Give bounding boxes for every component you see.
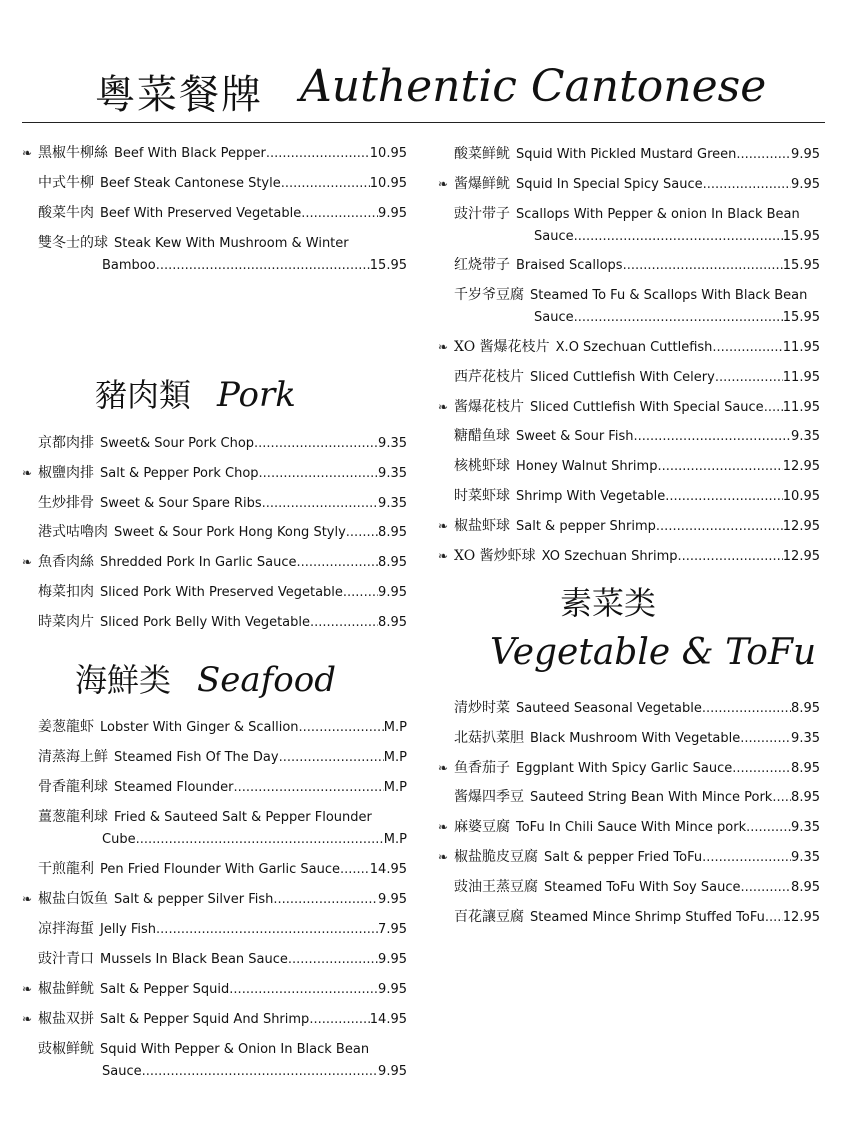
item-name-en: Beef With Preserved Vegetable [100, 206, 302, 221]
item-name-cn: 港式咕嚕肉 [38, 524, 108, 541]
dot-leader [740, 877, 791, 899]
item-price: 8.95 [791, 790, 820, 806]
dot-leader [281, 173, 370, 195]
dot-leader [259, 463, 379, 485]
pork-title-cn: 豬肉類 [95, 376, 192, 414]
menu-item [22, 142, 407, 165]
item-name-en: Honey Walnut Shrimp [516, 459, 658, 475]
item-price: 9.35 [791, 730, 820, 746]
item-name-en: Steamed Flounder [114, 780, 234, 795]
dot-leader [340, 859, 370, 881]
menu-item [438, 816, 820, 839]
item-price: 9.35 [791, 429, 820, 445]
item-name-en: Steamed Fish Of The Day [114, 750, 279, 765]
chili-pepper-icon: ❧ [22, 465, 33, 480]
item-price: 9.35 [378, 436, 407, 451]
dot-leader [310, 612, 378, 634]
item-name-cn: 椒盐脆皮豆腐 [454, 849, 538, 865]
item-price: 15.95 [782, 258, 820, 274]
item-price: 9.35 [791, 820, 820, 836]
item-price: 8.95 [791, 760, 820, 776]
menu-item [22, 492, 407, 515]
item-name-cn: 清炒时菜 [454, 700, 510, 716]
chili-pepper-icon: ❧ [22, 892, 33, 906]
menu-item [438, 425, 820, 448]
item-name-cn: 干煎龍利 [38, 861, 94, 877]
menu-item [22, 918, 407, 941]
item-name-cn: 豉汁青口 [38, 951, 94, 967]
menu-item [438, 203, 820, 248]
menu-header [0, 55, 850, 125]
item-price: 9.35 [378, 495, 407, 511]
item-name-en-cont: Bamboo [102, 258, 156, 273]
dot-leader [657, 456, 782, 478]
menu-item [22, 948, 407, 971]
item-price: 12.95 [782, 518, 820, 534]
header-divider [22, 122, 825, 123]
item-name-cn: 百花讓豆腐 [454, 908, 524, 925]
item-name-cn: XO 酱爆花枝片 [454, 339, 550, 355]
dot-leader [633, 426, 791, 448]
item-name-en: Sliced Pork Belly With Vegetable [100, 614, 311, 630]
item-name-cn: 清蒸海上鲜 [38, 749, 108, 765]
item-price: 9.35 [378, 465, 407, 481]
item-name-cn: 糖醋鱼球 [454, 428, 510, 445]
item-name-en-cont: Sauce [534, 310, 574, 326]
chili-pepper-icon: ❧ [438, 518, 449, 533]
item-name-cn: 生炒排骨 [38, 494, 94, 511]
item-name-cn: 核桃虾球 [454, 458, 510, 475]
item-name-en: Sauteed String Bean With Mince Pork [530, 790, 773, 806]
dot-leader [309, 1009, 369, 1031]
item-name-en: Steamed ToFu With Soy Sauce [544, 879, 741, 895]
item-name-cn: 魚香肉絲 [38, 554, 94, 571]
dot-leader [623, 255, 783, 277]
item-name-cn: 京都肉排 [38, 435, 94, 451]
seafood-title-cn: 海鮮类 [75, 661, 172, 699]
item-name-en: Salt & Pepper Squid And Shrimp [100, 1012, 310, 1027]
item-name-en: Salt & pepper Fried ToFu [544, 850, 703, 865]
item-price: 12.95 [782, 459, 820, 475]
dot-leader [346, 522, 378, 544]
menu-item [438, 143, 820, 166]
chili-pepper-icon: ❧ [22, 146, 33, 160]
item-name-cn: 豉油王蒸豆腐 [454, 878, 538, 895]
item-name-cn: XO 酱炒虾球 [454, 547, 536, 564]
item-price: 12.95 [782, 548, 820, 564]
item-name-en: Lobster With Ginger & Scallion [100, 720, 299, 735]
item-name-cn: 西芹花枝片 [454, 368, 524, 385]
item-price: M.P [383, 832, 407, 847]
item-name-en: Scallops With Pepper & onion In Black Bean [516, 206, 800, 222]
dot-leader [715, 367, 783, 389]
item-price: 15.95 [782, 228, 820, 244]
item-name-en: Pen Fried Flounder With Garlic Sauce [100, 862, 341, 877]
item-name-en: Fried & Sauteed Salt & Pepper Flounder [114, 810, 372, 825]
item-name-cn: 北菇扒菜胆 [454, 729, 524, 746]
item-name-en: Eggplant With Spicy Garlic Sauce [516, 760, 733, 776]
item-name-en: Squid With Pickled Mustard Green [516, 147, 737, 162]
item-price: 11.95 [782, 340, 820, 355]
item-price: 9.95 [378, 952, 407, 967]
item-price: 9.95 [378, 982, 407, 997]
dot-leader [702, 698, 791, 720]
menu-item [22, 551, 407, 574]
item-price: 10.95 [369, 176, 407, 191]
item-name-en: XO Szechuan Shrimp [541, 548, 678, 564]
item-price: 12.95 [782, 909, 820, 925]
dot-leader [229, 979, 378, 1001]
item-name-en: Sweet & Sour Pork Hong Kong Styly [114, 525, 346, 541]
item-name-en: Mussels In Black Bean Sauce [100, 952, 288, 967]
item-name-en: Sweet & Sour Spare Ribs [100, 495, 262, 511]
dot-leader [732, 758, 791, 780]
dot-leader [736, 144, 791, 166]
item-name-en: Sliced Cuttlefish With Celery [530, 369, 715, 385]
item-name-cn: 薑葱龍利球 [38, 809, 108, 825]
menu-item [438, 876, 820, 899]
menu-item [22, 776, 407, 799]
item-price: 8.95 [378, 525, 407, 541]
item-name-en: Squid With Pepper & Onion In Black Bean [100, 1042, 370, 1057]
menu-item [438, 455, 820, 478]
menu-item [22, 1008, 407, 1031]
item-name-cn: 椒盐双拼 [38, 1011, 94, 1027]
item-name-cn: 酱爆花枝片 [454, 398, 524, 415]
item-name-cn: 椒盐白饭鱼 [38, 891, 108, 907]
item-name-en: Steamed To Fu & Scallops With Black Bean [530, 288, 808, 304]
item-price: 9.95 [378, 1064, 407, 1079]
item-price: 9.35 [791, 850, 820, 865]
item-name-en: Salt & pepper Shrimp [516, 518, 656, 534]
menu-item [22, 888, 407, 911]
item-name-en: Shrimp With Vegetable [516, 489, 666, 504]
menu-item [438, 846, 820, 869]
item-name-en: Jelly Fish [100, 922, 157, 937]
dot-leader [656, 516, 783, 538]
item-name-cn: 椒盐鲜鱿 [38, 981, 94, 997]
menu-item [22, 806, 407, 851]
item-name-cn: 豉汁带子 [454, 205, 510, 222]
chili-pepper-icon: ❧ [22, 1012, 33, 1026]
item-price: M.P [383, 720, 407, 735]
item-name-en-cont: Cube [102, 832, 136, 847]
menu-item [438, 545, 820, 568]
item-name-en: Squid In Special Spicy Sauce [516, 176, 703, 192]
item-name-en: Salt & Pepper Squid [100, 982, 230, 997]
dot-leader [678, 546, 783, 568]
menu-item [22, 746, 407, 769]
menu-item [22, 172, 407, 195]
item-name-en: Shredded Pork In Garlic Sauce [100, 555, 297, 571]
dot-leader [702, 847, 791, 869]
dot-leader [296, 552, 378, 574]
item-name-cn: 椒盐虾球 [454, 517, 510, 534]
dot-leader [142, 1061, 378, 1083]
chili-pepper-icon: ❧ [438, 760, 449, 775]
veg-title-cn: 素菜类 [560, 584, 657, 622]
item-price: M.P [383, 750, 407, 765]
chili-pepper-icon: ❧ [438, 548, 449, 563]
item-price: 8.95 [378, 555, 407, 571]
chili-pepper-icon: ❧ [438, 820, 449, 835]
item-name-cn: 豉椒鲜鱿 [38, 1041, 94, 1057]
pork-title-en: Pork [217, 375, 296, 415]
chili-pepper-icon: ❧ [438, 850, 449, 864]
item-name-en: Salt & Pepper Pork Chop [100, 465, 259, 481]
item-price: 8.95 [378, 614, 407, 630]
menu-item [22, 1038, 407, 1083]
menu-item [22, 521, 407, 544]
item-name-en: Sauteed Seasonal Vegetable [516, 701, 702, 716]
item-price: 9.95 [378, 585, 407, 600]
item-name-cn: 时菜虾球 [454, 488, 510, 504]
item-price: 11.95 [782, 369, 820, 385]
dot-leader [279, 747, 384, 769]
item-price: 11.95 [782, 399, 820, 415]
item-name-cn: 酱爆鲜鱿 [454, 175, 510, 192]
menu-item [22, 202, 407, 225]
veg-title-en: Vegetable & ToFu [490, 632, 817, 673]
item-price: 9.95 [791, 147, 820, 162]
item-name-cn: 麻婆豆腐 [454, 819, 510, 836]
item-name-en-cont: Sauce [534, 228, 574, 244]
item-price: 8.95 [791, 879, 820, 895]
menu-item [438, 396, 820, 419]
dot-leader [772, 787, 791, 809]
menu-item [438, 697, 820, 720]
item-name-cn: 雙冬士的球 [38, 235, 108, 251]
menu-item [438, 254, 820, 277]
menu-item [22, 716, 407, 739]
item-price: 7.95 [378, 922, 407, 937]
item-name-cn: 千岁爷豆腐 [454, 287, 524, 304]
chili-pepper-icon: ❧ [438, 399, 449, 414]
dot-leader [574, 226, 783, 248]
menu-item [22, 581, 407, 604]
item-name-en: Steamed Mince Shrimp Stuffed ToFu [530, 909, 765, 925]
menu-item [22, 858, 407, 881]
menu-item [438, 336, 820, 359]
dot-leader [765, 907, 783, 929]
menu-item [438, 906, 820, 929]
dot-leader [288, 949, 378, 971]
dot-leader [740, 728, 791, 750]
chili-pepper-icon: ❧ [438, 340, 449, 354]
chili-pepper-icon: ❧ [22, 982, 33, 996]
dot-leader [156, 919, 378, 941]
dot-leader [156, 255, 370, 277]
item-price: 9.95 [378, 206, 407, 221]
chili-pepper-icon: ❧ [438, 176, 449, 191]
item-price: 10.95 [369, 146, 407, 161]
dot-leader [273, 889, 378, 911]
dot-leader [254, 433, 378, 455]
menu-item [22, 611, 407, 634]
dot-leader [764, 397, 783, 419]
dot-leader [299, 717, 384, 739]
menu-item [438, 515, 820, 538]
item-name-en: X.O Szechuan Cuttlefish [555, 340, 713, 355]
item-price: 8.95 [791, 701, 820, 716]
dot-leader [746, 817, 791, 839]
dot-leader [136, 829, 384, 851]
menu-item [438, 284, 820, 329]
menu-item [438, 366, 820, 389]
dot-leader [233, 777, 383, 799]
item-name-en: Braised Scallops [516, 258, 623, 274]
item-name-cn: 時菜肉片 [38, 613, 94, 630]
item-price: 9.95 [378, 892, 407, 907]
item-name-en: Sweet& Sour Pork Chop [100, 436, 255, 451]
dot-leader [266, 143, 370, 165]
dot-leader [574, 307, 783, 329]
item-name-en: Beef With Black Pepper [114, 146, 266, 161]
item-price: M.P [383, 780, 407, 795]
chili-pepper-icon: ❧ [22, 555, 33, 570]
seafood-title-en: Seafood [197, 660, 336, 700]
item-name-cn: 酸菜牛肉 [38, 205, 94, 221]
title-english: Authentic Cantonese [300, 61, 767, 112]
item-price: 15.95 [369, 258, 407, 273]
item-name-en: Steak Kew With Mushroom & Winter [114, 236, 349, 251]
menu-item [438, 485, 820, 508]
dot-leader [301, 203, 378, 225]
item-name-cn: 酸菜鲜鱿 [454, 146, 510, 162]
item-name-en: ToFu In Chili Sauce With Mince pork [516, 820, 747, 836]
item-price: 14.95 [369, 1012, 407, 1027]
item-name-en-cont: Sauce [102, 1064, 142, 1079]
menu-item [438, 786, 820, 809]
item-name-en: Black Mushroom With Vegetable [530, 730, 741, 746]
menu-item [22, 232, 407, 277]
dot-leader [343, 582, 378, 604]
dot-leader [262, 493, 378, 515]
dot-leader [703, 174, 791, 196]
dot-leader [712, 337, 782, 359]
item-price: 9.95 [791, 176, 820, 192]
item-name-en: Sweet & Sour Fish [516, 429, 634, 445]
menu-item [438, 727, 820, 750]
item-name-cn: 酱爆四季豆 [454, 789, 524, 806]
item-name-cn: 凉拌海蜇 [38, 921, 94, 937]
item-name-en: Beef Steak Cantonese Style [100, 176, 281, 191]
item-name-cn: 梅菜扣肉 [38, 584, 94, 600]
item-name-en: Sliced Pork With Preserved Vegetable [100, 585, 343, 600]
menu-item [22, 432, 407, 455]
item-name-cn: 骨香龍利球 [38, 779, 108, 795]
menu-item [438, 173, 820, 196]
item-name-cn: 姜葱龍虾 [38, 719, 94, 735]
item-name-en: Salt & pepper Silver Fish [114, 892, 274, 907]
seafood-section-title [75, 655, 336, 701]
title-chinese: 粵菜餐牌 [95, 72, 263, 118]
item-name-cn: 椒鹽肉排 [38, 464, 94, 481]
dot-leader [665, 486, 783, 508]
item-name-cn: 中式牛柳 [38, 175, 94, 191]
pork-section-title [95, 370, 296, 416]
menu-item [22, 462, 407, 485]
item-price: 15.95 [782, 310, 820, 326]
item-name-en: Sliced Cuttlefish With Special Sauce [530, 399, 764, 415]
item-price: 14.95 [369, 862, 407, 877]
item-name-cn: 鱼香茄子 [454, 759, 510, 776]
item-name-cn: 黑椒牛柳絲 [38, 145, 108, 161]
menu-item [438, 757, 820, 780]
item-price: 10.95 [782, 489, 820, 504]
menu-item [22, 978, 407, 1001]
item-name-cn: 红烧带子 [454, 257, 510, 274]
